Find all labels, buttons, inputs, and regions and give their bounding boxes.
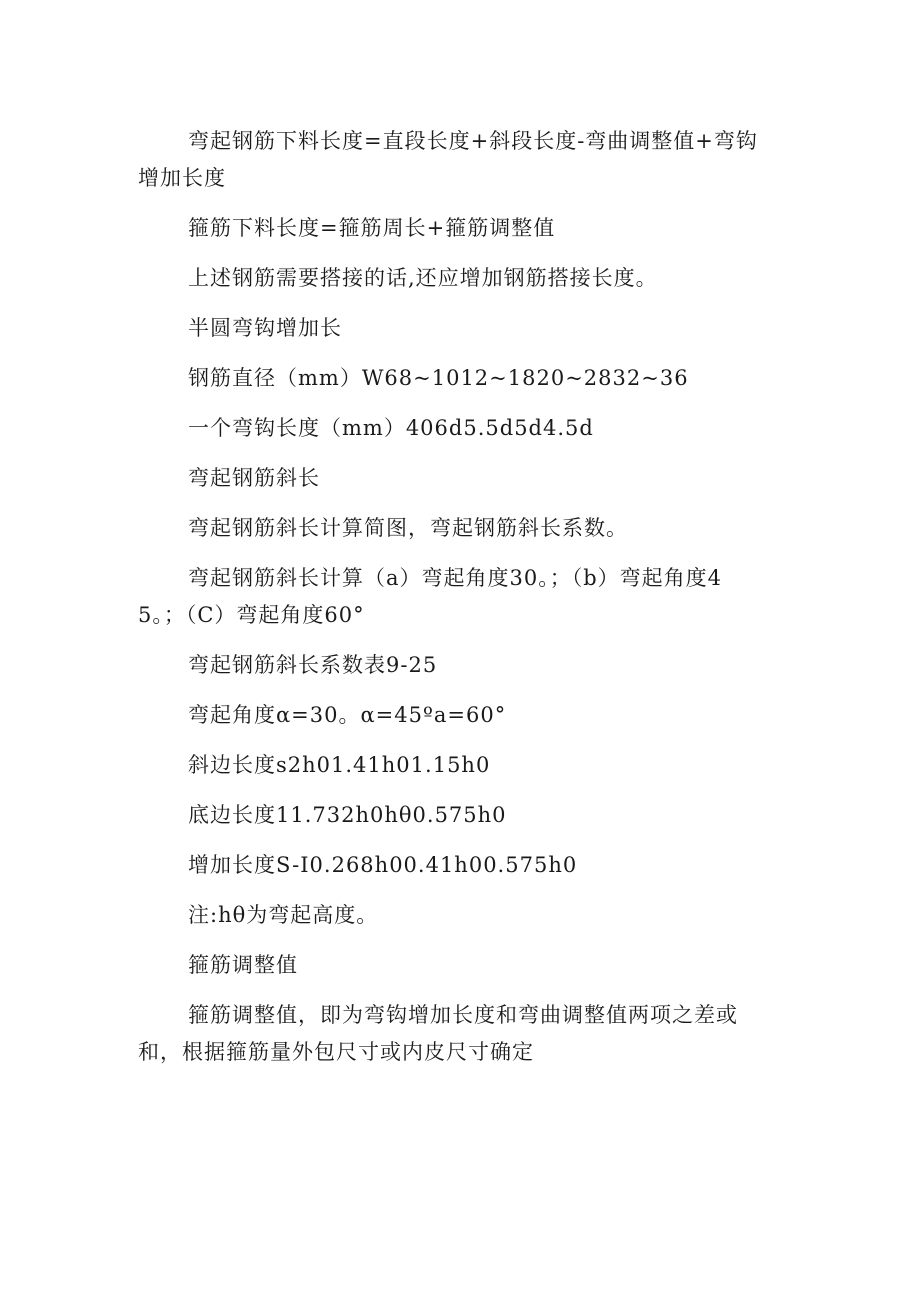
- paragraph-base-length-row: 底边长度11.732h0hθ0.575h0: [188, 803, 507, 827]
- paragraph-slope-diagram-caption: 弯起钢筋斜长计算简图，弯起钢筋斜长系数。: [188, 516, 628, 540]
- paragraph-added-length-row: 增加长度S-I0.268h00.41h00.575h0: [188, 853, 578, 877]
- paragraph-bar-diameter: 钢筋直径（mm）W68~1012~1820~2832~36: [188, 366, 689, 390]
- paragraph-height-note: 注:hθ为弯起高度。: [188, 903, 379, 927]
- heading-semicircle-hook: 半圆弯钩增加长: [188, 316, 342, 340]
- heading-stirrup-adjustment: 箍筋调整值: [188, 953, 298, 977]
- paragraph-stirrup-cut-length: 箍筋下料长度=箍筋周长+箍筋调整值: [188, 216, 556, 240]
- document-body: [138, 123, 768, 1084]
- paragraph-hook-length: 一个弯钩长度（mm）406d5.5d5d4.5d: [188, 416, 594, 440]
- paragraph-bent-bar-cut-length: 弯起钢筋下料长度=直段长度+斜段长度-弯曲调整值+弯钩增加长度: [138, 129, 758, 190]
- paragraph-hypotenuse-row: 斜边长度s2h01.41h01.15h0: [188, 753, 491, 777]
- paragraph-lap-length-note: 上述钢筋需要搭接的话,还应增加钢筋搭接长度。: [188, 266, 658, 290]
- heading-bent-bar-slope-length: 弯起钢筋斜长: [188, 466, 320, 490]
- paragraph-bend-angle-row: 弯起角度α=30。α=45ºa=60°: [188, 703, 507, 727]
- paragraph-stirrup-adjustment-text: 箍筋调整值，即为弯钩增加长度和弯曲调整值两项之差或和，根据箍筋量外包尺寸或内皮尺寸确定: [138, 1003, 738, 1064]
- paragraph-slope-calculation-angles: 弯起钢筋斜长计算（a）弯起角度30。；（b）弯起角度45。；（C）弯起角度60°: [138, 566, 723, 627]
- paragraph-coefficient-table-title: 弯起钢筋斜长系数表9-25: [188, 653, 438, 677]
